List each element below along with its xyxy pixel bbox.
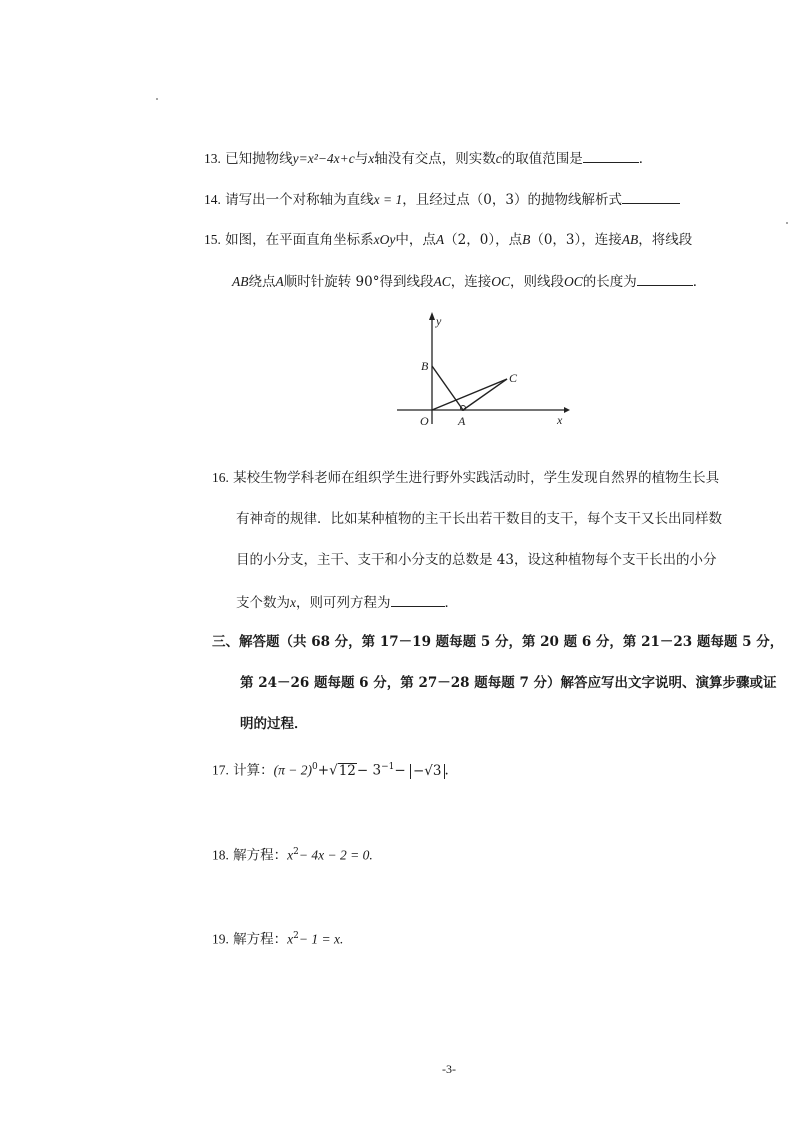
variable: OC: [564, 274, 583, 289]
variable: AB: [232, 274, 249, 289]
question-number: 13.: [204, 151, 221, 166]
question-number: 14.: [204, 192, 221, 207]
variable: AB: [621, 232, 639, 247]
formula: − 4x − 2 = 0.: [298, 847, 373, 863]
variable: B: [522, 232, 531, 247]
question-text: ，将线段: [638, 232, 693, 248]
question-text: 计算：: [233, 762, 274, 779]
question-text: 绕点: [248, 274, 276, 290]
question-text: 的取值范围是: [501, 151, 583, 167]
question-number: 19.: [212, 931, 229, 947]
exponent: 0: [312, 762, 318, 772]
section-heading-line2: 第 24－26 题每题 6 分，第 27－28 题每题 7 分）解答应写出文字说明、演算步骤或证: [240, 675, 777, 691]
question-19: [212, 927, 343, 949]
question-text: ，则线段: [510, 274, 565, 290]
question-number: 17.: [212, 762, 229, 778]
label-A: A: [458, 414, 466, 428]
question-14: [204, 190, 680, 209]
answer-blank[interactable]: [637, 272, 693, 286]
question-number: 18.: [212, 847, 229, 863]
question-17: 17. 计算：$(\pi - 2)^0+√12- 3^{-1}- -√3$ .: [212, 762, 449, 779]
question-text: 如图，在平面直角坐标系: [225, 232, 374, 248]
question-text: （0，3），连接: [530, 232, 622, 248]
question-text: 中，点: [395, 232, 436, 248]
label-O: O: [420, 414, 429, 428]
variable: x: [287, 847, 294, 863]
question-text: ，且经过点（0，3）的抛物线解析式: [402, 192, 622, 208]
variable: AC: [433, 274, 451, 289]
question-13: [204, 149, 652, 168]
scan-speck: [156, 98, 158, 100]
radicand: 12: [338, 762, 356, 779]
y-axis-arrow: [429, 312, 435, 320]
variable: x: [368, 151, 375, 166]
scan-speck: [786, 222, 788, 224]
page-number: -3-: [442, 1062, 456, 1076]
period: ．: [638, 151, 653, 167]
question-text: 已知抛物线: [225, 151, 293, 167]
formula: x = 1: [373, 192, 403, 207]
formula: (π − 2): [273, 762, 313, 778]
question-text: 顺时针旋转 90°得到线段: [283, 274, 434, 290]
question-text: （2，0），点: [444, 232, 523, 248]
variable: x: [287, 931, 294, 947]
period: ．: [444, 595, 458, 611]
question-16: [212, 469, 719, 487]
variable: A: [435, 232, 445, 247]
question-16-line2: 有神奇的规律．比如某种植物的主干长出若干数目的支干，每个支干又长出同样数: [236, 511, 722, 527]
coordinate-figure: [392, 308, 572, 432]
answer-blank[interactable]: [622, 190, 680, 204]
question-15: [204, 231, 692, 249]
question-text: 的长度为: [582, 274, 637, 290]
x-axis-arrow: [564, 407, 570, 413]
exponent: −1: [381, 762, 395, 772]
question-16-line4: [236, 593, 458, 612]
question-number: 15.: [204, 232, 221, 247]
variable: A: [275, 274, 284, 289]
variable: c: [495, 151, 502, 166]
question-text: 轴没有交点，则实数: [374, 151, 496, 167]
answer-blank[interactable]: [391, 593, 445, 607]
question-number: 16.: [212, 470, 229, 485]
section-heading: 三、解答题（共 68 分，第 17－19 题每题 5 分，第 20 题 6 分，第 21－23 题每题 5 分，: [212, 634, 784, 650]
variable: xOy: [373, 232, 396, 247]
label-y: y: [436, 314, 442, 328]
operator: −: [394, 762, 406, 779]
answer-blank[interactable]: [583, 149, 639, 163]
variable: OC: [491, 274, 511, 289]
question-text: 解方程：: [233, 931, 288, 948]
label-B: B: [421, 359, 429, 373]
question-15-line2: [232, 272, 706, 291]
formula: y=x²−4x+c: [292, 151, 355, 166]
absolute-value: −√3: [410, 764, 445, 779]
label-x: x: [557, 413, 563, 427]
question-text: 与: [354, 151, 369, 167]
question-text: ，连接: [450, 274, 492, 290]
question-text: 解方程：: [233, 847, 288, 864]
question-text: 请写出一个对称轴为直线: [225, 192, 374, 208]
period: ．: [692, 274, 707, 290]
question-text: ，则可列方程为: [296, 595, 391, 611]
operator: +: [317, 762, 330, 779]
period: .: [444, 762, 449, 779]
variable: x: [290, 595, 296, 610]
question-text: 某校生物学科老师在组织学生进行野外实践活动时，学生发现自然界的植物生长具: [233, 470, 720, 486]
label-C: C: [509, 371, 518, 385]
question-text: 支个数为: [236, 595, 290, 611]
question-16-line3: 目的小分支，主干、支干和小分支的总数是 43，设这种植物每个支干长出的小分: [236, 552, 717, 568]
formula: − 1 = x.: [298, 931, 344, 947]
formula: − 3: [356, 762, 382, 779]
exponent: 2: [293, 931, 299, 941]
exponent: 2: [293, 847, 299, 857]
section-heading-line3: 明的过程．: [240, 716, 308, 732]
question-18: [212, 843, 373, 865]
